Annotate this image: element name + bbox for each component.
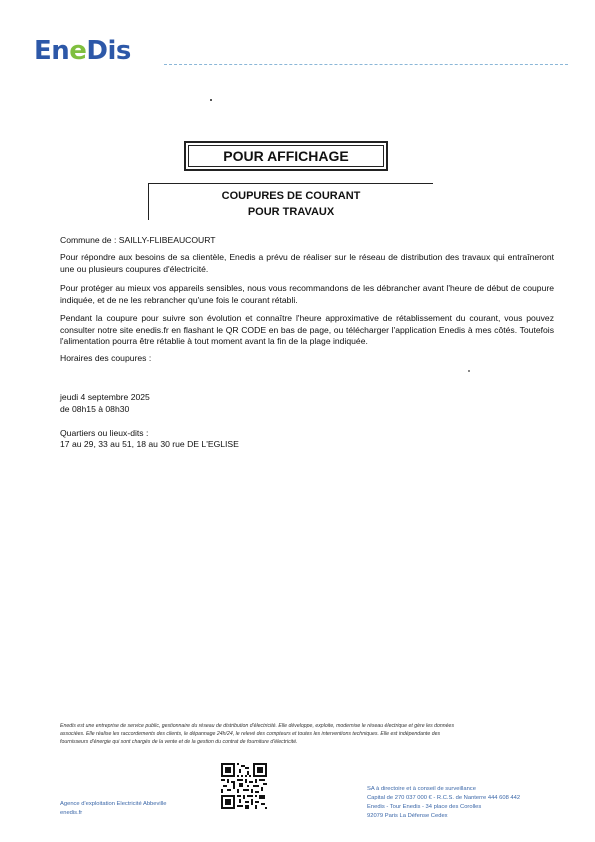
display-banner: [184, 141, 388, 171]
agency-name: Agence d'exploitation Electricité Abbeville: [60, 801, 167, 807]
follow-paragraph: Pendant la coupure pour suivre son évolution et connaître l'heure approximative de rétablissement du courant, vous pouvez consulter notre site enedis.fr en flashant le QR CODE en bas de page, ou télécharger l'application Enedis à mes côtés. Toutefois l'alimentation pourra être rétablie à tout moment avant la fin de la plage indiquée.: [60, 313, 554, 346]
header-divider: [164, 64, 568, 65]
scan-speck: [210, 99, 212, 101]
company-info-footer: [367, 785, 520, 821]
enedis-logo: EneDis: [34, 36, 131, 66]
title-line-1: COUPURES DE COURANT: [221, 190, 361, 202]
qr-code[interactable]: [221, 763, 267, 809]
agency-footer: [60, 800, 166, 818]
company-info-line: SA à directoire et à conseil de surveillance: [367, 786, 476, 792]
fine-print-line: associées. Elle réalise les raccordements des clients, le dépannage 24h/24, le relevé des compteurs et toutes les interventions techniques. Elle est indépendante des: [60, 731, 441, 737]
areas-label: Quartiers ou lieux-dits :: [60, 428, 149, 438]
company-info-line: 92079 Paris La Défense Cedex: [367, 813, 448, 819]
company-info-line: Enedis - Tour Enedis - 34 place des Corolles: [367, 804, 482, 810]
areas-list: 17 au 29, 33 au 51, 18 au 30 rue DE L'EGLISE: [60, 439, 239, 449]
fine-print-line: Enedis est une entreprise de service public, gestionnaire du réseau de distribution d'électricité. Elle développe, exploite, modernise le réseau électrique et gère les données: [60, 723, 455, 729]
intro-paragraph: Pour répondre aux besoins de sa clientèle, Enedis a prévu de réaliser sur le réseau de distribution des travaux qui entraîneront une ou plusieurs coupures d'électricité.: [60, 252, 554, 274]
outage-time: de 08h15 à 08h30: [60, 404, 130, 414]
outage-date: jeudi 4 septembre 2025: [60, 392, 150, 402]
company-info-line: Capital de 270 037 000 € - R.C.S. de Nanterre 444 608 442: [367, 795, 521, 801]
fine-print-line: fournisseurs d'énergie qui sont chargés de la vente et de la gestion du contrat de fourniture d'électricité.: [60, 739, 298, 745]
title-line-2: POUR TRAVAUX: [247, 206, 335, 218]
scan-speck: [468, 370, 470, 372]
commune-line: Commune de : SAILLY-FLIBEAUCOURT: [60, 235, 216, 245]
hours-label: Horaires des coupures :: [60, 353, 152, 363]
banner-text: POUR AFFICHAGE: [223, 148, 349, 164]
website-link[interactable]: enedis.fr: [60, 810, 83, 816]
notice-title-box: [148, 183, 433, 220]
protect-paragraph: Pour protéger au mieux vos appareils sensibles, nous vous recommandons de les débrancher avant l'heure de début de coupure indiquée, et de ne les rebrancher qu'une fois le courant rétabli.: [60, 283, 554, 305]
